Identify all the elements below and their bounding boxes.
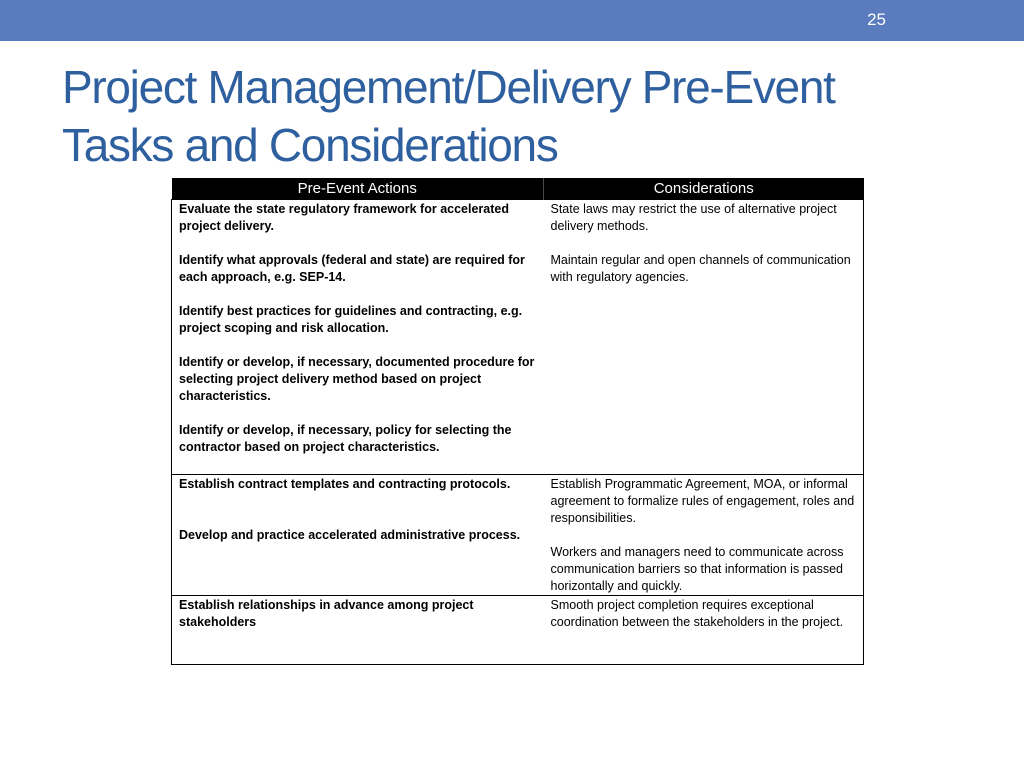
tasks-table xyxy=(171,178,864,665)
table-row xyxy=(172,200,864,475)
consideration-item: State laws may restrict the use of alternative project delivery methods. xyxy=(550,202,837,233)
action-item: Identify or develop, if necessary, documented procedure for selecting project delivery method based on project characteristics. xyxy=(179,355,535,403)
actions-cell xyxy=(172,200,544,475)
column-header-pre-event-actions: Pre-Event Actions xyxy=(172,178,544,200)
considerations-cell xyxy=(544,200,864,475)
consideration-item: Maintain regular and open channels of communication with regulatory agencies. xyxy=(550,253,851,284)
action-item: Identify what approvals (federal and state) are required for each approach, e.g. SEP-14. xyxy=(179,253,525,284)
action-item: Identify best practices for guidelines and contracting, e.g. project scoping and risk allocation. xyxy=(179,304,523,335)
action-item: Establish contract templates and contracting protocols. xyxy=(179,477,511,491)
action-item: Identify or develop, if necessary, policy for selecting the contractor based on project characteristics. xyxy=(179,423,512,454)
slide-title-line-1: Project Management/Delivery Pre-Event xyxy=(62,61,835,113)
table-header-row xyxy=(172,178,864,200)
table-row xyxy=(172,596,864,665)
slide-title-line-2: Tasks and Considerations xyxy=(62,119,558,171)
actions-cell xyxy=(172,475,544,596)
action-item: Establish relationships in advance among project stakeholders xyxy=(179,598,474,629)
action-item: Evaluate the state regulatory framework for accelerated project delivery. xyxy=(179,202,509,233)
considerations-cell xyxy=(544,475,864,596)
table-row xyxy=(172,475,864,596)
action-item: Develop and practice accelerated administrative process. xyxy=(179,528,521,542)
consideration-item: Establish Programmatic Agreement, MOA, or informal agreement to formalize rules of engagement, roles and responsibilities. xyxy=(550,477,855,525)
consideration-item: Workers and managers need to communicate across communication barriers so that information is passed horizontally and quickly. xyxy=(550,545,844,593)
slide-title xyxy=(62,58,982,174)
slide-number: 25 xyxy=(867,10,886,29)
actions-cell xyxy=(172,596,544,665)
consideration-item: Smooth project completion requires exceptional coordination between the stakeholders in the project. xyxy=(550,598,844,629)
considerations-cell xyxy=(544,596,864,665)
column-header-considerations: Considerations xyxy=(544,178,864,200)
top-banner xyxy=(0,0,1024,41)
